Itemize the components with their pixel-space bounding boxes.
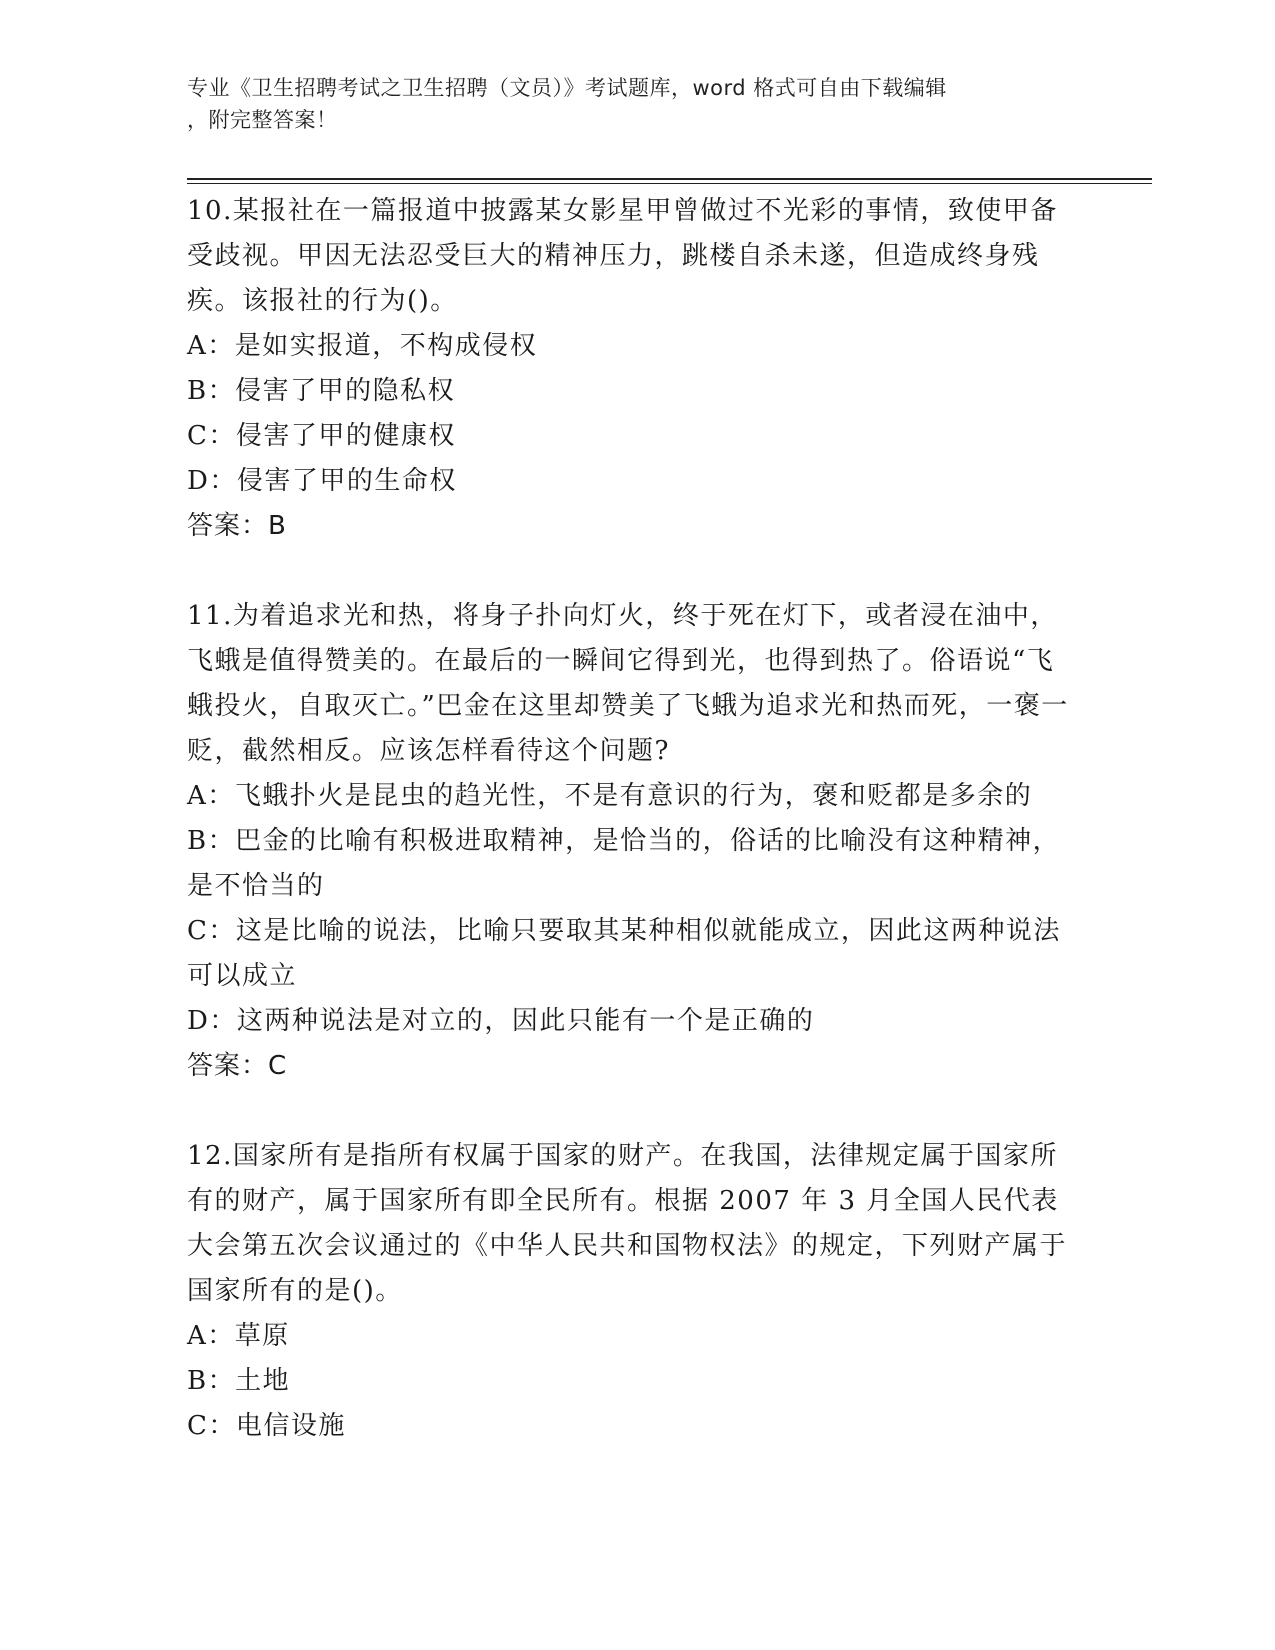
option-d: D：侵害了甲的生命权 [187, 466, 457, 496]
answer-text: 答案：C [187, 1051, 288, 1081]
header-line-1: 专业《卫生招聘考试之卫生招聘（文员）》考试题库，word 格式可自由下载编辑 [187, 76, 947, 100]
answer-text: 答案：B [187, 511, 287, 541]
question-stem: 11.为着追求光和热，将身子扑向灯火，终于死在灯下，或者浸在油中，飞蛾是值得赞美的。在最后的一瞬间它得到光，也得到热了。俗语说“飞蛾投火，自取灭亡。”巴金在这里却赞美了飞蛾为追求光和热而死，一褒一贬，截然相反。应该怎样看待这个问题? [187, 601, 1069, 766]
question-list [187, 189, 1072, 1449]
option-b: B：土地 [187, 1366, 291, 1396]
header-divider [187, 178, 1152, 180]
page-header [187, 72, 1067, 136]
option-a: A：草原 [187, 1321, 290, 1351]
option-d: D：这两种说法是对立的，因此只能有一个是正确的 [187, 1006, 815, 1036]
option-a: A：飞蛾扑火是昆虫的趋光性，不是有意识的行为，褒和贬都是多余的 [187, 781, 1033, 811]
option-b: B：巴金的比喻有积极进取精神，是恰当的，俗话的比喻没有这种精神，是不恰当的 [187, 826, 1061, 901]
question-spacer [187, 1089, 1072, 1134]
option-c: C：这是比喻的说法，比喻只要取其某种相似就能成立，因此这两种说法可以成立 [187, 916, 1061, 991]
option-c: C：侵害了甲的健康权 [187, 421, 456, 451]
question-stem: 12.国家所有是指所有权属于国家的财产。在我国，法律规定属于国家所有的财产，属于国家所有即全民所有。根据 2007 年 3 月全国人民代表大会第五次会议通过的《中华人民共和国物权法》的规定，下列财产属于国家所有的是()。 [187, 1141, 1068, 1306]
question-spacer [187, 549, 1072, 594]
question-11 [187, 594, 1072, 1089]
question-12 [187, 1134, 1072, 1449]
header-divider-thin [187, 183, 1152, 184]
option-b: B：侵害了甲的隐私权 [187, 376, 456, 406]
header-line-2: ，附完整答案！ [187, 108, 338, 132]
option-c: C：电信设施 [187, 1411, 346, 1441]
option-a: A：是如实报道，不构成侵权 [187, 331, 538, 361]
question-10 [187, 189, 1072, 549]
question-stem: 10.某报社在一篇报道中披露某女影星甲曾做过不光彩的事情，致使甲备受歧视。甲因无法忍受巨大的精神压力，跳楼自杀未遂，但造成终身残疾。该报社的行为()。 [187, 196, 1058, 316]
